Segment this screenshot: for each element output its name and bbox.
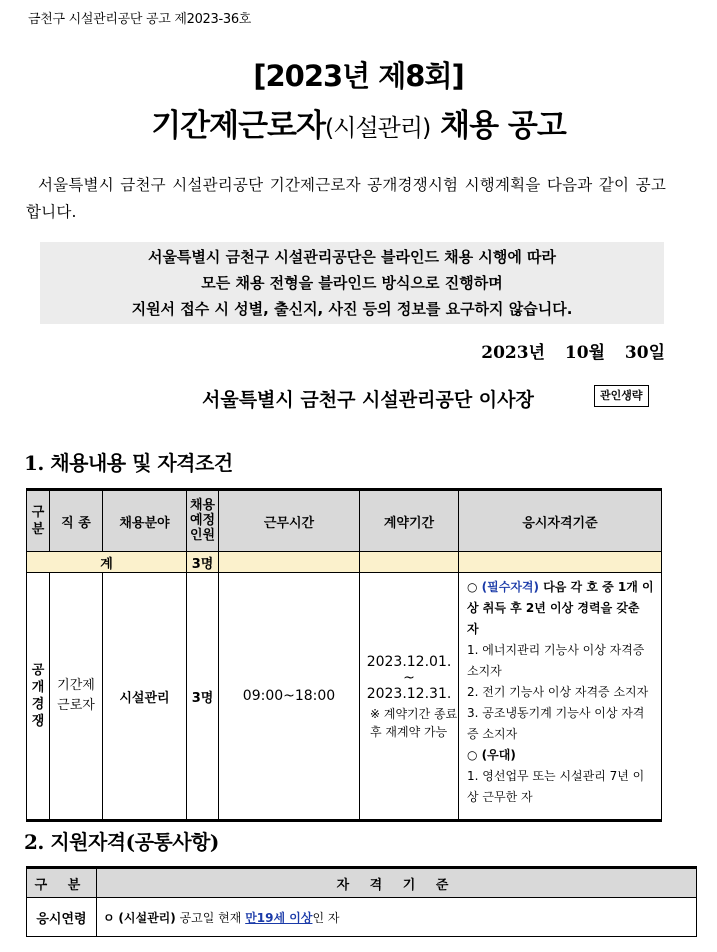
row-count: 3명 <box>187 573 219 821</box>
notice-number: 금천구 시설관리공단 공고 제2023-36호 <box>28 12 252 27</box>
title-suffix: 채용 공고 <box>430 108 566 144</box>
qual-item: 1. 에너지관리 기능사 이상 자격증 소지자 <box>467 643 645 678</box>
qual-preferred: ○ (우대) <box>467 748 516 762</box>
row-job: 기간제근로자 <box>50 573 103 821</box>
row-age-label: 응시연령 <box>27 898 97 937</box>
qual-required-text: 다음 각 호 중 1개 이상 취득 후 2년 이상 경력을 갖춘 자 <box>467 580 654 636</box>
age-highlight: 만19세 이상 <box>245 910 313 925</box>
row-division: 공개경쟁 <box>27 573 50 821</box>
header-div: 구 분 <box>27 868 97 898</box>
row-field: 시설관리 <box>103 573 187 821</box>
header-count: 채용예정인원 <box>187 490 219 552</box>
row-text-b: 인 자 <box>312 910 340 925</box>
qual-item: 2. 전기 기능사 이상 자격증 소지자 <box>467 685 649 699</box>
common-qualification-table <box>26 866 697 937</box>
header-hours: 근무시간 <box>219 490 360 552</box>
header-division: 구분 <box>27 490 50 552</box>
contract-note: ※ 계약기간 종료 후 재계약 가능 <box>370 707 458 739</box>
title-job: 기간제근로자 <box>151 108 325 144</box>
blind-line: 모든 채용 전형을 블라인드 방식으로 진행하며 <box>201 274 503 292</box>
title-field: (시설관리) <box>324 114 431 142</box>
header-qualification: 응시자격기준 <box>459 490 662 552</box>
row-tag: (시설관리) <box>118 910 176 925</box>
seal-omitted-stamp: 관인생략 <box>594 385 649 407</box>
blind-line: 지원서 접수 시 성별, 출신지, 사진 등의 정보를 요구하지 않습니다. <box>131 300 573 318</box>
signer: 서울특별시 금천구 시설관리공단 이사장 <box>202 389 534 411</box>
section-heading-1: 1. 채용내용 및 자격조건 <box>24 451 233 475</box>
blind-hiring-notice <box>40 242 664 324</box>
announcement-date: 2023년 10월 30일 <box>481 343 665 363</box>
header-criteria: 자 격 기 준 <box>97 868 697 898</box>
contract-tilde: ~ <box>403 670 415 686</box>
recruitment-table <box>26 488 662 822</box>
total-count: 3명 <box>187 552 219 573</box>
header-contract: 계약기간 <box>360 490 459 552</box>
row-age-criteria <box>97 898 697 937</box>
row-text-a: 공고일 현재 <box>179 910 242 925</box>
contract-end: 2023.12.31. <box>366 686 452 702</box>
intro-paragraph: 서울특별시 금천구 시설관리공단 기간제근로자 공개경쟁시험 시행계획을 다음과 같이 공고합니다. <box>26 176 666 221</box>
contract-start: 2023.12.01. <box>366 654 452 670</box>
qual-pref-tag: (우대) <box>481 748 516 762</box>
announcement-title-line2 <box>0 100 717 145</box>
blind-line: 서울특별시 금천구 시설관리공단은 블라인드 채용 시행에 따라 <box>147 248 557 266</box>
row-qualification <box>459 573 662 821</box>
qual-required-tag: (필수자격) <box>481 580 539 594</box>
total-empty <box>459 552 662 573</box>
row-contract <box>360 573 459 821</box>
total-empty <box>219 552 360 573</box>
header-field: 채용분야 <box>103 490 187 552</box>
qual-item: 3. 공조냉동기계 기능사 이상 자격증 소지자 <box>467 706 645 741</box>
qual-pref-item: 1. 영선업무 또는 시설관리 7년 이상 근무한 자 <box>467 769 645 804</box>
announcement-title-line1: [2023년 제8회] <box>253 59 464 93</box>
header-job: 직 종 <box>50 490 103 552</box>
qual-required: ○ (필수자격) 다음 각 호 중 1개 이상 취득 후 2년 이상 경력을 갖춘 자 <box>467 580 654 636</box>
total-label: 계 <box>27 552 187 573</box>
row-hours: 09:00~18:00 <box>219 573 360 821</box>
total-empty <box>360 552 459 573</box>
section-heading-2: 2. 지원자격(공통사항) <box>24 830 219 854</box>
bullet: ㅇ <box>103 910 115 925</box>
